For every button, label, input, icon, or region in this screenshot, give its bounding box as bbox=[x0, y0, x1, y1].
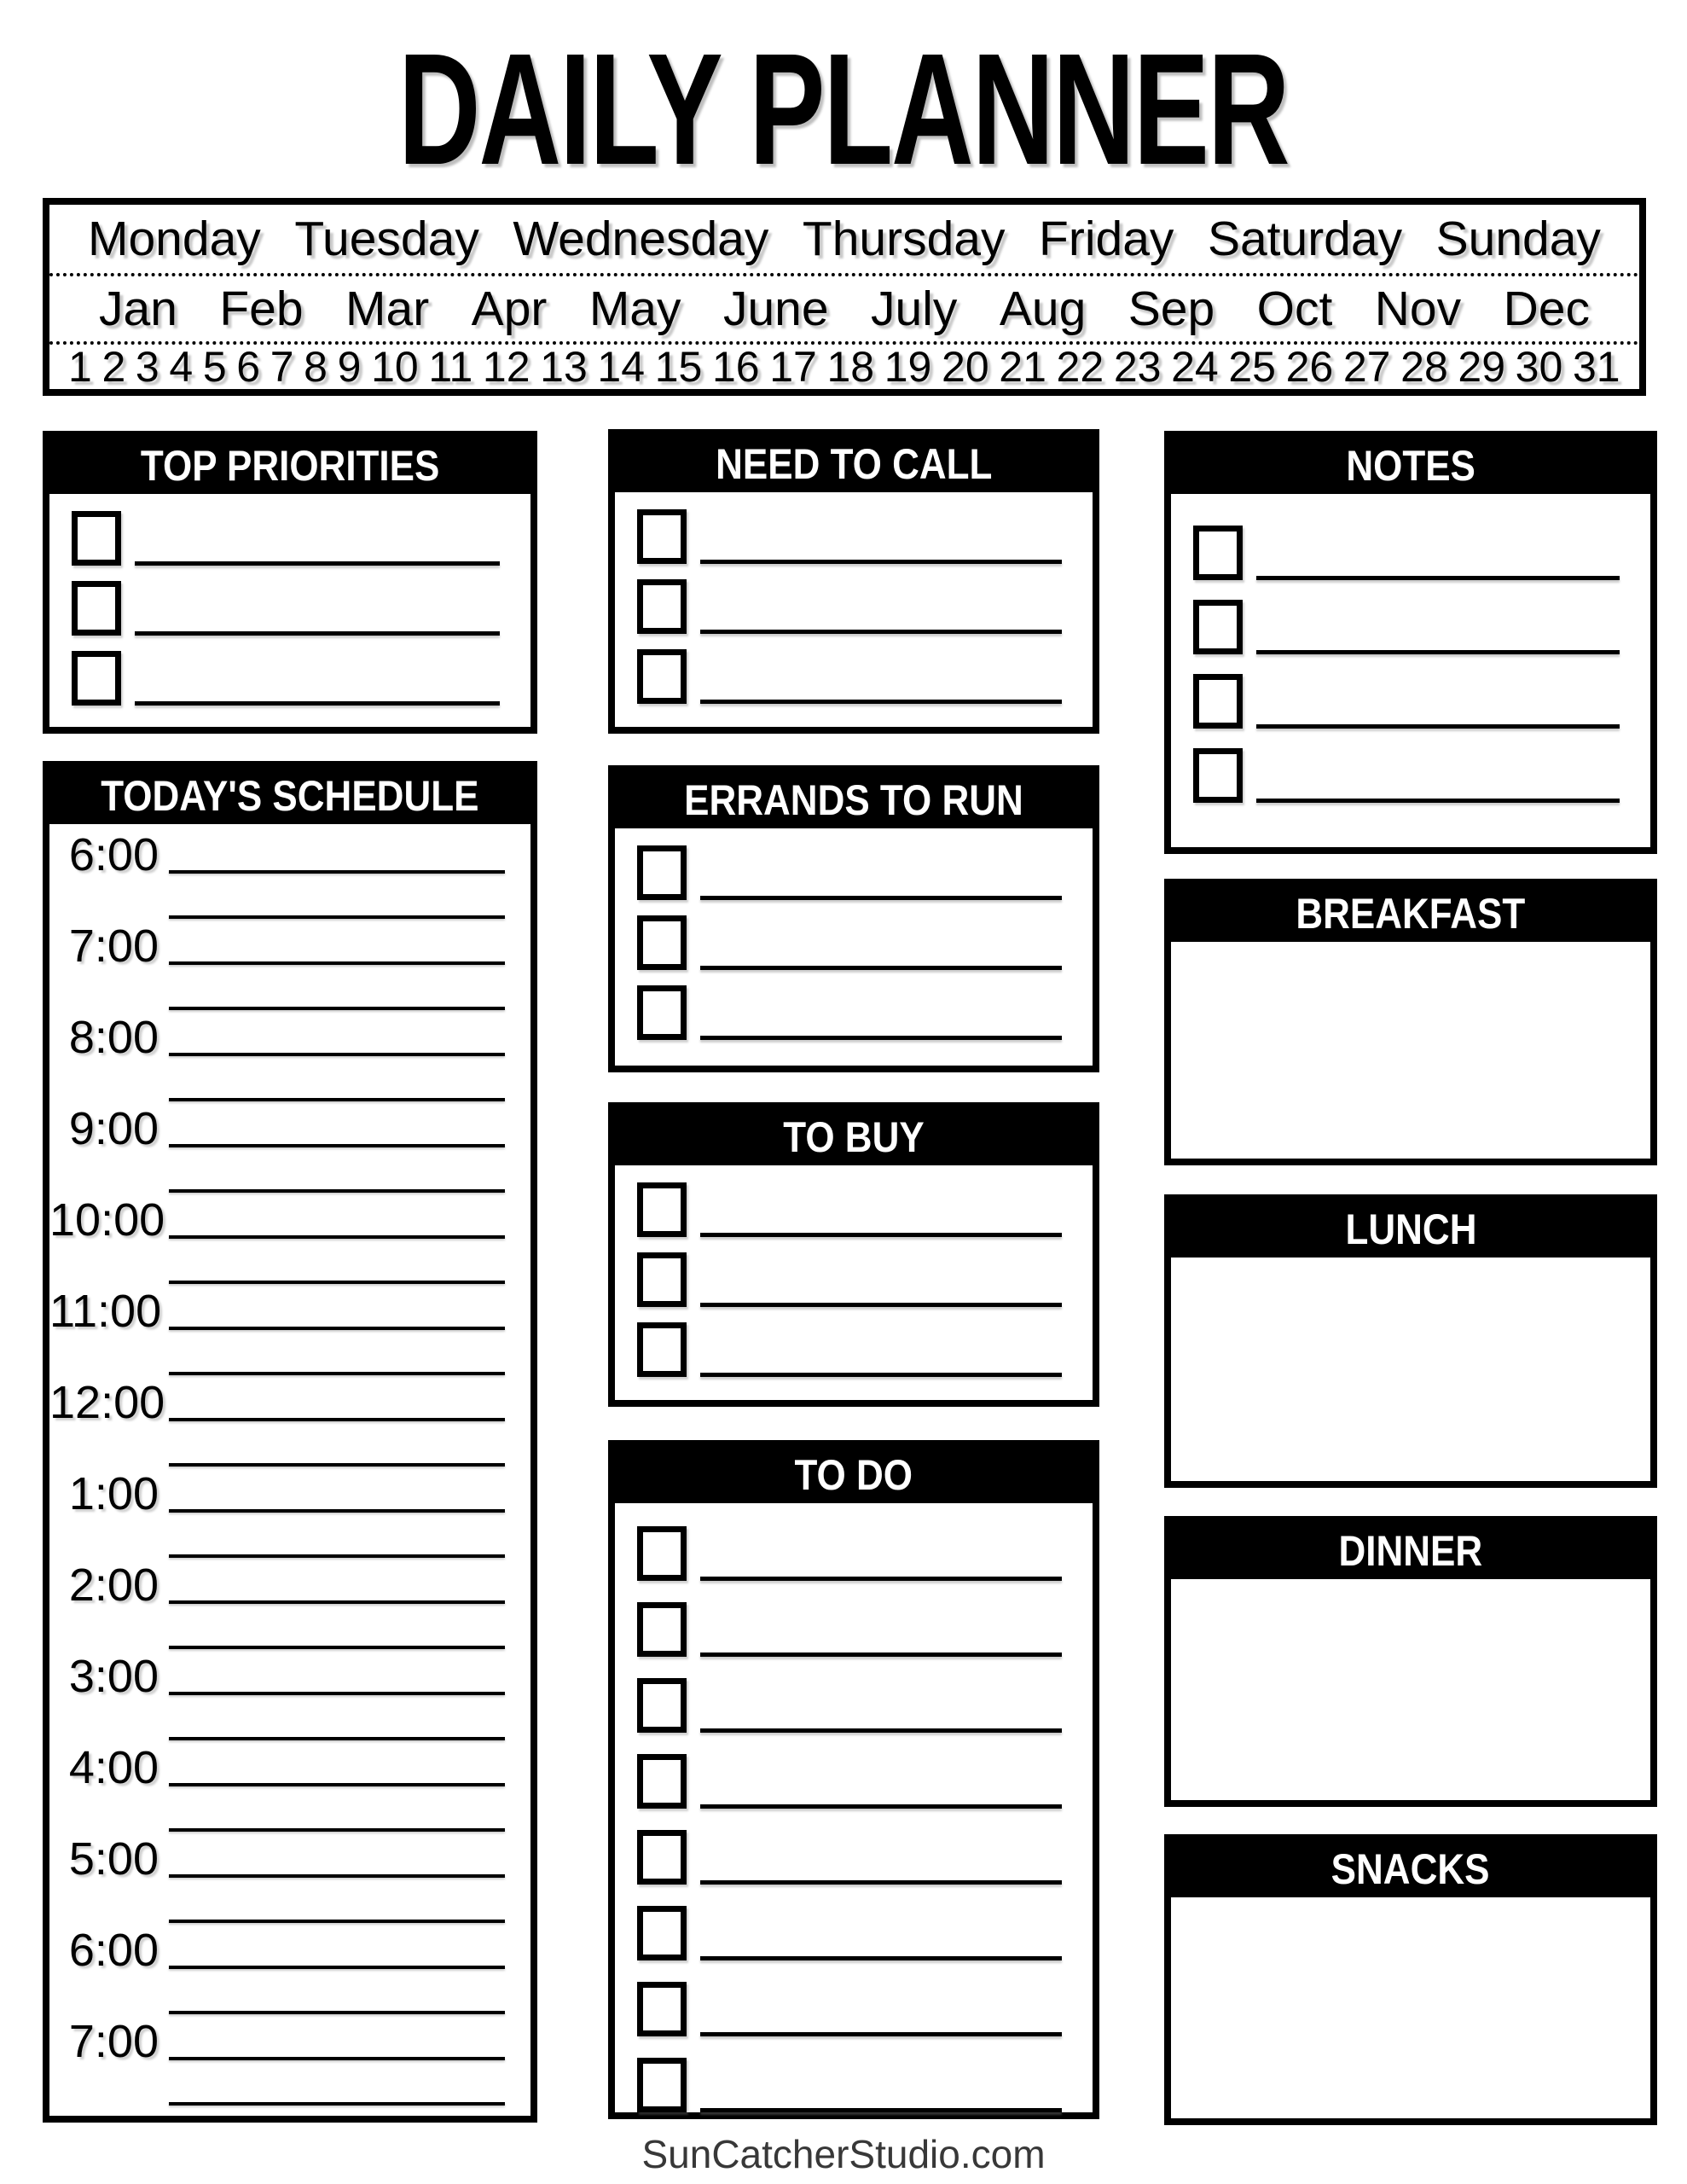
checkbox[interactable] bbox=[72, 581, 121, 636]
schedule-write-in-line[interactable] bbox=[169, 1737, 505, 1740]
schedule-write-in-line[interactable] bbox=[169, 870, 505, 874]
checkbox[interactable] bbox=[637, 985, 687, 1040]
checkbox[interactable] bbox=[637, 649, 687, 704]
schedule-row bbox=[49, 1010, 530, 1063]
write-in-line[interactable] bbox=[700, 630, 1062, 634]
write-in-line[interactable] bbox=[700, 1233, 1062, 1237]
dinner-notes-area[interactable] bbox=[1171, 1579, 1650, 1800]
date-option[interactable]: 30 bbox=[1515, 343, 1563, 391]
schedule-write-in-line[interactable] bbox=[169, 1600, 505, 1604]
snacks-notes-area[interactable] bbox=[1171, 1897, 1650, 2118]
write-in-line[interactable] bbox=[135, 701, 500, 706]
date-option[interactable]: 19 bbox=[884, 343, 932, 391]
weekday-option[interactable]: Monday bbox=[88, 212, 261, 266]
errands-to-run-title: ERRANDS TO RUN bbox=[615, 772, 1093, 828]
write-in-line[interactable] bbox=[700, 1956, 1062, 1960]
checkbox[interactable] bbox=[637, 1754, 687, 1809]
checklist-row bbox=[49, 566, 530, 636]
schedule-row bbox=[49, 828, 530, 880]
date-option[interactable]: 8 bbox=[304, 343, 328, 391]
schedule-write-in-line[interactable] bbox=[169, 1463, 505, 1467]
to-do-title: TO DO bbox=[615, 1447, 1093, 1503]
checklist-row bbox=[615, 1307, 1093, 1377]
write-in-line[interactable] bbox=[1256, 799, 1620, 803]
weekday-option[interactable]: Sunday bbox=[1435, 212, 1601, 266]
checklist-row bbox=[615, 634, 1093, 704]
date-option[interactable]: 29 bbox=[1458, 343, 1506, 391]
schedule-write-in-line[interactable] bbox=[169, 1966, 505, 1969]
checkbox[interactable] bbox=[637, 509, 687, 564]
to-do-list bbox=[615, 1503, 1093, 2112]
notes-list bbox=[1171, 494, 1650, 803]
schedule-time-label: 6:00 bbox=[68, 828, 159, 880]
dinner-title: DINNER bbox=[1171, 1523, 1650, 1579]
checkbox[interactable] bbox=[1193, 748, 1243, 803]
section-breakfast bbox=[1164, 879, 1657, 1165]
checklist-row bbox=[615, 1733, 1093, 1809]
schedule-row bbox=[49, 1923, 530, 1976]
write-in-line[interactable] bbox=[700, 1303, 1062, 1307]
month-row bbox=[49, 276, 1639, 345]
schedule-write-in-line[interactable] bbox=[169, 1874, 505, 1878]
write-in-line[interactable] bbox=[700, 1728, 1062, 1733]
schedule-row bbox=[49, 1832, 530, 1885]
schedule-write-in-line[interactable] bbox=[169, 2057, 505, 2060]
month-option[interactable]: Oct bbox=[1256, 282, 1333, 336]
checklist-row bbox=[615, 1809, 1093, 1885]
write-in-line[interactable] bbox=[1256, 650, 1620, 654]
errands-list bbox=[615, 828, 1093, 1040]
date-option[interactable]: 31 bbox=[1572, 343, 1620, 391]
checkbox[interactable] bbox=[637, 1252, 687, 1307]
lunch-title: LUNCH bbox=[1171, 1201, 1650, 1258]
date-option[interactable]: 7 bbox=[270, 343, 294, 391]
schedule-write-in-line[interactable] bbox=[169, 1509, 505, 1513]
write-in-line[interactable] bbox=[700, 700, 1062, 704]
schedule-row bbox=[49, 2060, 530, 2106]
month-option[interactable]: Nov bbox=[1374, 282, 1462, 336]
schedule-row bbox=[49, 1513, 530, 1559]
section-to-do bbox=[608, 1440, 1099, 2119]
weekday-option[interactable]: Thursday bbox=[802, 212, 1006, 266]
checkbox[interactable] bbox=[637, 1982, 687, 2036]
section-top-priorities bbox=[43, 431, 537, 734]
todays-schedule-title: TODAY'S SCHEDULE bbox=[49, 768, 530, 824]
checkbox[interactable] bbox=[72, 511, 121, 566]
write-in-line[interactable] bbox=[700, 1373, 1062, 1377]
date-option[interactable]: 28 bbox=[1400, 343, 1448, 391]
schedule-row bbox=[49, 1056, 530, 1102]
month-option[interactable]: Feb bbox=[219, 282, 304, 336]
write-in-line[interactable] bbox=[700, 1653, 1062, 1657]
write-in-line[interactable] bbox=[135, 631, 500, 636]
checkbox[interactable] bbox=[1193, 600, 1243, 654]
write-in-line[interactable] bbox=[1256, 724, 1620, 729]
checklist-row bbox=[615, 494, 1093, 564]
write-in-line[interactable] bbox=[700, 1880, 1062, 1885]
schedule-time-label: 7:00 bbox=[68, 920, 159, 972]
schedule-time-label: 2:00 bbox=[68, 1559, 159, 1611]
top-priorities-list bbox=[49, 494, 530, 706]
schedule-row bbox=[49, 919, 530, 972]
date-option[interactable]: 13 bbox=[540, 343, 588, 391]
lunch-notes-area[interactable] bbox=[1171, 1258, 1650, 1481]
schedule-time-label: 6:00 bbox=[68, 1924, 159, 1976]
schedule-row bbox=[49, 1878, 530, 1924]
top-priorities-title: TOP PRIORITIES bbox=[49, 438, 530, 494]
write-in-line[interactable] bbox=[1256, 576, 1620, 580]
section-to-buy bbox=[608, 1102, 1099, 1407]
month-option[interactable]: Aug bbox=[999, 282, 1087, 336]
need-to-call-title: NEED TO CALL bbox=[615, 436, 1093, 492]
schedule-write-in-line[interactable] bbox=[169, 1920, 505, 1923]
date-option[interactable]: 3 bbox=[135, 343, 159, 391]
date-option[interactable]: 2 bbox=[101, 343, 126, 391]
schedule-write-in-line[interactable] bbox=[169, 1007, 505, 1010]
checkbox[interactable] bbox=[637, 1830, 687, 1885]
checklist-row bbox=[615, 1237, 1093, 1307]
checkbox[interactable] bbox=[1193, 526, 1243, 580]
checklist-row bbox=[615, 830, 1093, 900]
date-option[interactable]: 9 bbox=[337, 343, 362, 391]
write-in-line[interactable] bbox=[135, 561, 500, 566]
date-row bbox=[49, 345, 1639, 389]
checkbox[interactable] bbox=[637, 1322, 687, 1377]
month-option[interactable]: Dec bbox=[1503, 282, 1590, 336]
schedule-write-in-line[interactable] bbox=[169, 1418, 505, 1421]
weekday-row bbox=[49, 205, 1639, 276]
schedule-time-label: 11:00 bbox=[49, 1285, 162, 1337]
checklist-row bbox=[1171, 654, 1650, 729]
page-title: DAILY PLANNER bbox=[398, 21, 1289, 198]
schedule-time-label: 9:00 bbox=[68, 1102, 159, 1154]
schedule-write-in-line[interactable] bbox=[169, 1053, 505, 1056]
schedule-row bbox=[49, 1467, 530, 1519]
schedule-write-in-line[interactable] bbox=[169, 1828, 505, 1832]
breakfast-notes-area[interactable] bbox=[1171, 942, 1650, 1159]
section-errands-to-run bbox=[608, 765, 1099, 1072]
month-option[interactable]: May bbox=[588, 282, 681, 336]
date-option[interactable]: 6 bbox=[236, 343, 261, 391]
schedule-time-label: 5:00 bbox=[68, 1833, 159, 1885]
checkbox[interactable] bbox=[637, 1602, 687, 1657]
checklist-row bbox=[1171, 729, 1650, 803]
schedule-write-in-line[interactable] bbox=[169, 1281, 505, 1284]
date-option[interactable]: 22 bbox=[1056, 343, 1104, 391]
date-option[interactable]: 17 bbox=[769, 343, 817, 391]
checklist-row bbox=[615, 1581, 1093, 1657]
write-in-line[interactable] bbox=[700, 1577, 1062, 1581]
schedule-write-in-line[interactable] bbox=[169, 1144, 505, 1147]
schedule-row bbox=[49, 1969, 530, 2015]
schedule-row bbox=[49, 1101, 530, 1154]
checkbox[interactable] bbox=[637, 2058, 687, 2112]
schedule-write-in-line[interactable] bbox=[169, 2011, 505, 2014]
schedule-row bbox=[49, 874, 530, 920]
calendar-strip bbox=[43, 198, 1646, 396]
schedule-time-label: 1:00 bbox=[68, 1467, 159, 1519]
write-in-line[interactable] bbox=[700, 2108, 1062, 2112]
date-option[interactable]: 21 bbox=[999, 343, 1046, 391]
checklist-row bbox=[615, 970, 1093, 1040]
schedule-row bbox=[49, 2014, 530, 2067]
checklist-row bbox=[615, 1657, 1093, 1733]
schedule-time-label: 10:00 bbox=[49, 1194, 165, 1246]
section-dinner bbox=[1164, 1516, 1657, 1807]
breakfast-title: BREAKFAST bbox=[1171, 886, 1650, 942]
schedule-write-in-line[interactable] bbox=[169, 1189, 505, 1193]
write-in-line[interactable] bbox=[700, 560, 1062, 564]
schedule-write-in-line[interactable] bbox=[169, 1235, 505, 1239]
checkbox[interactable] bbox=[637, 1182, 687, 1237]
schedule-list bbox=[49, 824, 530, 2106]
site-credit: SunCatcherStudio.com bbox=[641, 2132, 1046, 2176]
checkbox[interactable] bbox=[1193, 674, 1243, 729]
date-option[interactable]: 10 bbox=[371, 343, 419, 391]
to-buy-list bbox=[615, 1165, 1093, 1377]
date-option[interactable]: 24 bbox=[1171, 343, 1219, 391]
write-in-line[interactable] bbox=[700, 2032, 1062, 2036]
month-option[interactable]: Apr bbox=[471, 282, 548, 336]
schedule-row bbox=[49, 965, 530, 1011]
section-notes bbox=[1164, 431, 1657, 854]
checkbox[interactable] bbox=[637, 579, 687, 634]
month-option[interactable]: June bbox=[722, 282, 829, 336]
schedule-write-in-line[interactable] bbox=[169, 915, 505, 919]
section-need-to-call bbox=[608, 429, 1099, 734]
section-todays-schedule bbox=[43, 761, 537, 2123]
date-option[interactable]: 5 bbox=[202, 343, 227, 391]
schedule-write-in-line[interactable] bbox=[169, 1327, 505, 1330]
schedule-row bbox=[49, 1330, 530, 1376]
schedule-row bbox=[49, 1558, 530, 1611]
schedule-time-label: 7:00 bbox=[68, 2015, 159, 2067]
schedule-write-in-line[interactable] bbox=[169, 1783, 505, 1786]
schedule-time-label: 12:00 bbox=[49, 1376, 165, 1428]
schedule-row bbox=[49, 1604, 530, 1650]
checklist-row bbox=[1171, 580, 1650, 654]
schedule-row bbox=[49, 1147, 530, 1194]
schedule-row bbox=[49, 1239, 530, 1285]
weekday-option[interactable]: Saturday bbox=[1207, 212, 1403, 266]
date-option[interactable]: 18 bbox=[826, 343, 875, 391]
schedule-row bbox=[49, 1695, 530, 1741]
schedule-row bbox=[49, 1193, 530, 1246]
schedule-write-in-line[interactable] bbox=[169, 1646, 505, 1649]
month-option[interactable]: Mar bbox=[345, 282, 430, 336]
schedule-row bbox=[49, 1375, 530, 1428]
month-option[interactable]: July bbox=[871, 282, 958, 336]
checklist-row bbox=[615, 1960, 1093, 2036]
write-in-line[interactable] bbox=[700, 896, 1062, 900]
checklist-row bbox=[615, 564, 1093, 634]
date-option[interactable]: 15 bbox=[654, 343, 703, 391]
snacks-title: SNACKS bbox=[1171, 1841, 1650, 1897]
weekday-option[interactable]: Friday bbox=[1039, 212, 1174, 266]
to-buy-title: TO BUY bbox=[615, 1109, 1093, 1165]
checkbox[interactable] bbox=[72, 651, 121, 706]
schedule-row bbox=[49, 1421, 530, 1467]
month-option[interactable]: Jan bbox=[99, 282, 177, 336]
date-option[interactable]: 27 bbox=[1342, 343, 1391, 391]
date-option[interactable]: 14 bbox=[597, 343, 646, 391]
checklist-row bbox=[615, 900, 1093, 970]
date-option[interactable]: 16 bbox=[711, 343, 760, 391]
checklist-row bbox=[49, 496, 530, 566]
write-in-line[interactable] bbox=[700, 966, 1062, 970]
date-option[interactable]: 4 bbox=[169, 343, 194, 391]
date-option[interactable]: 12 bbox=[482, 343, 530, 391]
date-option[interactable]: 23 bbox=[1113, 343, 1162, 391]
checkbox[interactable] bbox=[637, 1906, 687, 1960]
schedule-row bbox=[49, 1284, 530, 1337]
schedule-time-label: 3:00 bbox=[68, 1650, 159, 1702]
schedule-write-in-line[interactable] bbox=[169, 1372, 505, 1375]
schedule-write-in-line[interactable] bbox=[169, 1554, 505, 1558]
checklist-row bbox=[615, 1885, 1093, 1960]
schedule-row bbox=[49, 1740, 530, 1793]
schedule-time-label: 4:00 bbox=[68, 1741, 159, 1793]
schedule-write-in-line[interactable] bbox=[169, 1692, 505, 1695]
month-option[interactable]: Sep bbox=[1128, 282, 1215, 336]
checkbox[interactable] bbox=[637, 1526, 687, 1581]
schedule-write-in-line[interactable] bbox=[169, 1098, 505, 1101]
date-option[interactable]: 20 bbox=[942, 343, 989, 391]
checklist-row bbox=[1171, 506, 1650, 580]
section-snacks bbox=[1164, 1834, 1657, 2125]
checkbox[interactable] bbox=[637, 845, 687, 900]
checklist-row bbox=[615, 1167, 1093, 1237]
checklist-row bbox=[615, 1505, 1093, 1581]
date-option[interactable]: 25 bbox=[1228, 343, 1276, 391]
schedule-row bbox=[49, 1786, 530, 1833]
checklist-row bbox=[615, 2036, 1093, 2112]
checkbox[interactable] bbox=[637, 915, 687, 970]
schedule-time-label: 8:00 bbox=[68, 1011, 159, 1063]
weekday-option[interactable]: Wednesday bbox=[513, 212, 769, 266]
checkbox[interactable] bbox=[637, 1678, 687, 1733]
weekday-option[interactable]: Tuesday bbox=[294, 212, 479, 266]
checklist-row bbox=[49, 636, 530, 706]
notes-title: NOTES bbox=[1171, 438, 1650, 494]
write-in-line[interactable] bbox=[700, 1804, 1062, 1809]
schedule-row bbox=[49, 1649, 530, 1702]
date-option[interactable]: 1 bbox=[68, 343, 92, 391]
schedule-write-in-line[interactable] bbox=[169, 961, 505, 965]
write-in-line[interactable] bbox=[700, 1036, 1062, 1040]
section-lunch bbox=[1164, 1194, 1657, 1488]
need-to-call-list bbox=[615, 492, 1093, 704]
date-option[interactable]: 26 bbox=[1285, 343, 1334, 391]
date-option[interactable]: 11 bbox=[428, 343, 473, 391]
schedule-write-in-line[interactable] bbox=[169, 2102, 505, 2106]
